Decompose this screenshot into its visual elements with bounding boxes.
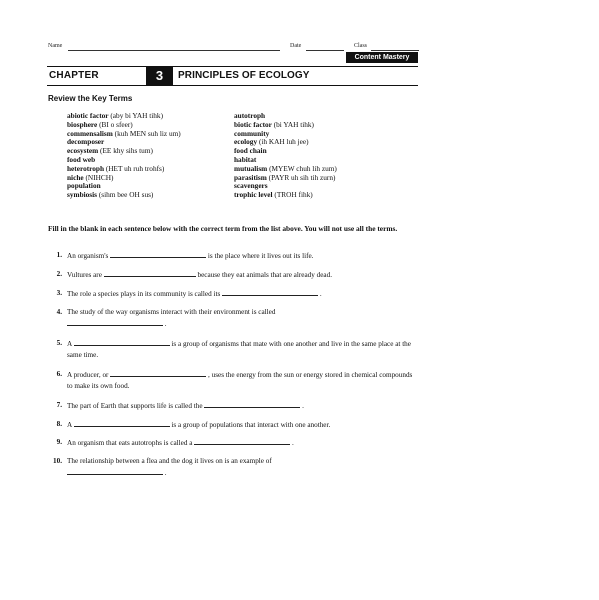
key-term-word: population: [67, 181, 101, 191]
key-term: [67, 191, 181, 200]
answer-blank[interactable]: [110, 369, 206, 377]
key-term-pronunciation: (MYEW chuh lih zum): [269, 163, 337, 173]
key-term-pronunciation: (PAYR uh sih tih zurn): [268, 172, 336, 182]
class-field[interactable]: [371, 50, 419, 51]
question-number: 8.: [56, 420, 62, 428]
question-text-after: .: [292, 439, 294, 447]
question-text: [67, 437, 417, 449]
key-term-pronunciation: (EE khy sihs tum): [100, 146, 153, 156]
key-term-pronunciation: (NIHCH): [85, 172, 114, 182]
date-label: Date: [290, 43, 302, 49]
question-text: [67, 288, 417, 300]
key-term-word: niche: [67, 172, 84, 182]
key-term-pronunciation: (TROH fihk): [274, 190, 313, 200]
key-term-word: habitat: [234, 154, 257, 164]
key-term-pronunciation: (sihm bee OH sus): [98, 190, 154, 200]
key-term-word: symbiosis: [67, 190, 98, 200]
name-field[interactable]: [68, 50, 280, 51]
question-text: [67, 269, 417, 281]
question-text-before: An organism's: [67, 252, 109, 260]
answer-blank[interactable]: [110, 250, 206, 258]
answer-blank[interactable]: [222, 288, 318, 296]
question-text: [67, 456, 417, 479]
key-term-word: commensalism: [67, 128, 113, 138]
key-term-pronunciation: (HET uh ruh trohfs): [105, 163, 165, 173]
key-term-pronunciation: (kuh MEN suh liz um): [114, 128, 181, 138]
question-number: 4.: [56, 308, 62, 316]
chapter-title: PRINCIPLES OF ECOLOGY: [178, 70, 310, 81]
question-text-after: , uses the energy from the sun or energy stored in chemical compounds to make its own food.: [67, 371, 413, 390]
question-text: [67, 419, 417, 431]
question-number: 5.: [56, 339, 62, 347]
question-text-before: The study of the way organisms interact with their environment is called: [67, 308, 276, 316]
answer-blank[interactable]: [67, 467, 163, 475]
question-number: 9.: [56, 438, 62, 446]
question-text-after: is a group of populations that interact with one another.: [171, 421, 331, 429]
class-label: Class: [354, 43, 368, 49]
key-term-word: abiotic factor: [67, 111, 109, 120]
key-terms-right-column: [234, 112, 337, 200]
chapter-header: [47, 66, 418, 86]
key-term-word: scavengers: [234, 181, 268, 191]
key-term-word: food chain: [234, 146, 267, 156]
question-text-before: A producer, or: [67, 371, 109, 379]
name-label: Name: [48, 43, 63, 49]
date-field[interactable]: [306, 50, 344, 51]
question-text-before: The role a species plays in its community is called its: [67, 290, 221, 298]
question-number: 7.: [56, 401, 62, 409]
chapter-word: CHAPTER: [49, 70, 99, 81]
question-number: 3.: [56, 289, 62, 297]
answer-blank[interactable]: [194, 437, 290, 445]
key-term-word: ecology: [234, 137, 258, 147]
answer-blank[interactable]: [74, 338, 170, 346]
key-term-word: biotic factor: [234, 119, 272, 129]
answer-blank[interactable]: [104, 269, 196, 277]
key-term-word: biosphere: [67, 119, 98, 129]
question-text-after: .: [302, 402, 304, 410]
content-mastery-badge: Content Mastery: [346, 52, 418, 63]
key-term-word: parasitism: [234, 172, 267, 182]
question-text-before: Vultures are: [67, 271, 102, 279]
question-number: 2.: [56, 270, 62, 278]
question-text: [67, 338, 417, 361]
question-text-before: The relationship between a flea and the dog it lives on is an example of: [67, 457, 272, 465]
key-term-word: mutualism: [234, 163, 268, 173]
question-text-before: The part of Earth that supports life is called the: [67, 402, 203, 410]
question-number: 10.: [53, 457, 62, 465]
key-term-word: decomposer: [67, 137, 105, 147]
answer-blank[interactable]: [204, 400, 300, 408]
key-term-pronunciation: (BI o sfeer): [99, 119, 133, 129]
question-text: [67, 250, 417, 262]
question-text: [67, 400, 417, 412]
question-text-before: A: [67, 340, 72, 348]
question-text-after: .: [319, 290, 322, 298]
chapter-number: 3: [146, 66, 173, 86]
key-term-word: autotroph: [234, 111, 266, 120]
question-text-before: A: [67, 421, 72, 429]
question-number: 1.: [56, 251, 62, 259]
question-text-after: is the place where it lives out its life.: [207, 252, 314, 260]
question-text: [67, 369, 417, 392]
question-text-after: .: [164, 468, 167, 477]
question-text-after: .: [164, 319, 167, 328]
key-term-word: ecosystem: [67, 146, 99, 156]
answer-blank[interactable]: [74, 419, 170, 427]
key-term-word: heterotroph: [67, 163, 105, 173]
key-term-word: community: [234, 128, 270, 138]
instructions: Fill in the blank in each sentence below with the correct term from the list above. You will not use all the terms.: [48, 224, 398, 233]
question-text: [67, 307, 417, 330]
key-term-pronunciation: (aby bi YAH tihk): [110, 111, 163, 120]
review-heading: Review the Key Terms: [48, 94, 133, 103]
answer-blank[interactable]: [67, 318, 163, 326]
key-term-pronunciation: (ih KAH luh jee): [258, 137, 309, 147]
question-text-after: because they eat animals that are already dead.: [197, 271, 332, 279]
key-terms-left-column: [67, 112, 181, 200]
key-term-pronunciation: (bi YAH tihk): [273, 119, 314, 129]
key-term-word: trophic level: [234, 190, 273, 200]
key-term-word: food web: [67, 154, 96, 164]
key-term: [234, 191, 337, 200]
question-number: 6.: [56, 370, 62, 378]
question-text-before: An organism that eats autotrophs is called a: [67, 439, 193, 447]
question-text-after: is a group of organisms that mate with one another and live in the same place at the same time.: [67, 340, 411, 359]
